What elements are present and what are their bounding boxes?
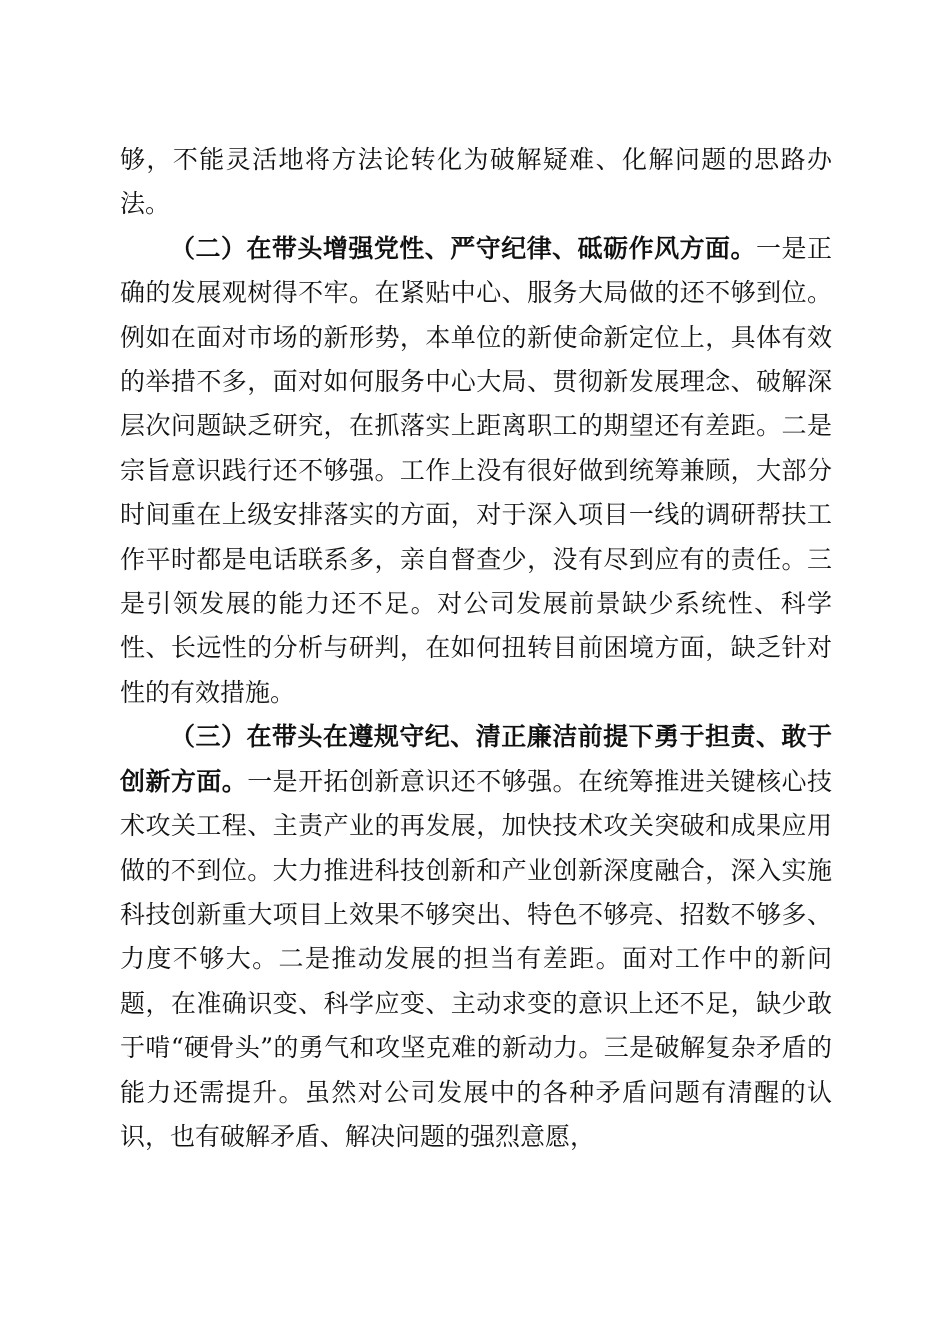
paragraph-continuation bbox=[120, 138, 832, 227]
paragraph-section-2 bbox=[120, 227, 832, 715]
paragraph-section-3 bbox=[120, 715, 832, 1159]
paragraph-text: 一是正确的发展观树得不牢。在紧贴中心、服务大局做的还不够到位。例如在面对市场的新形势，本单位的新使命新定位上，具体有效的举措不多，面对如何服务中心大局、贯彻新发展理念、破解深层次问题缺乏研究，在抓落实上距离职工的期望还有差距。二是宗旨意识践行还不够强。工作上没有很好做到统筹兼顾，大部分时间重在上级安排落实的方面，对于深入项目一线的调研帮扶工作平时都是电话联系多，亲自督查少，没有尽到应有的责任。三是引领发展的能力还不足。对公司发展前景缺少系统性、科学性、长远性的分析与研判，在如何扭转目前困境方面，缺乏针对性的有效措施。 bbox=[120, 233, 832, 707]
section-heading: （三）在带头在遵规守纪、清正廉洁前提下勇于担责、敢于创新方面。 bbox=[120, 722, 832, 796]
paragraph-text: 一是开拓创新意识还不够强。在统筹推进关键核心技术攻关工程、主责产业的再发展，加快技术攻关突破和成果应用做的不到位。大力推进科技创新和产业创新深度融合，深入实施科技创新重大项目上效果不够突出、特色不够亮、招数不够多、力度不够大。二是推动发展的担当有差距。面对工作中的新问题，在准确识变、科学应变、主动求变的意识上还不足，缺少敢于啃“硬骨头”的勇气和攻坚克难的新动力。三是破解复杂矛盾的能力还需提升。虽然对公司发展中的各种矛盾问题有清醒的认识，也有破解矛盾、解决问题的强烈意愿， bbox=[120, 766, 832, 1151]
paragraph-text: 够，不能灵活地将方法论转化为破解疑难、化解问题的思路办法。 bbox=[120, 145, 832, 219]
section-heading: （二）在带头增强党性、严守纪律、砥砺作风方面。 bbox=[170, 233, 757, 263]
document-body bbox=[120, 138, 832, 1159]
